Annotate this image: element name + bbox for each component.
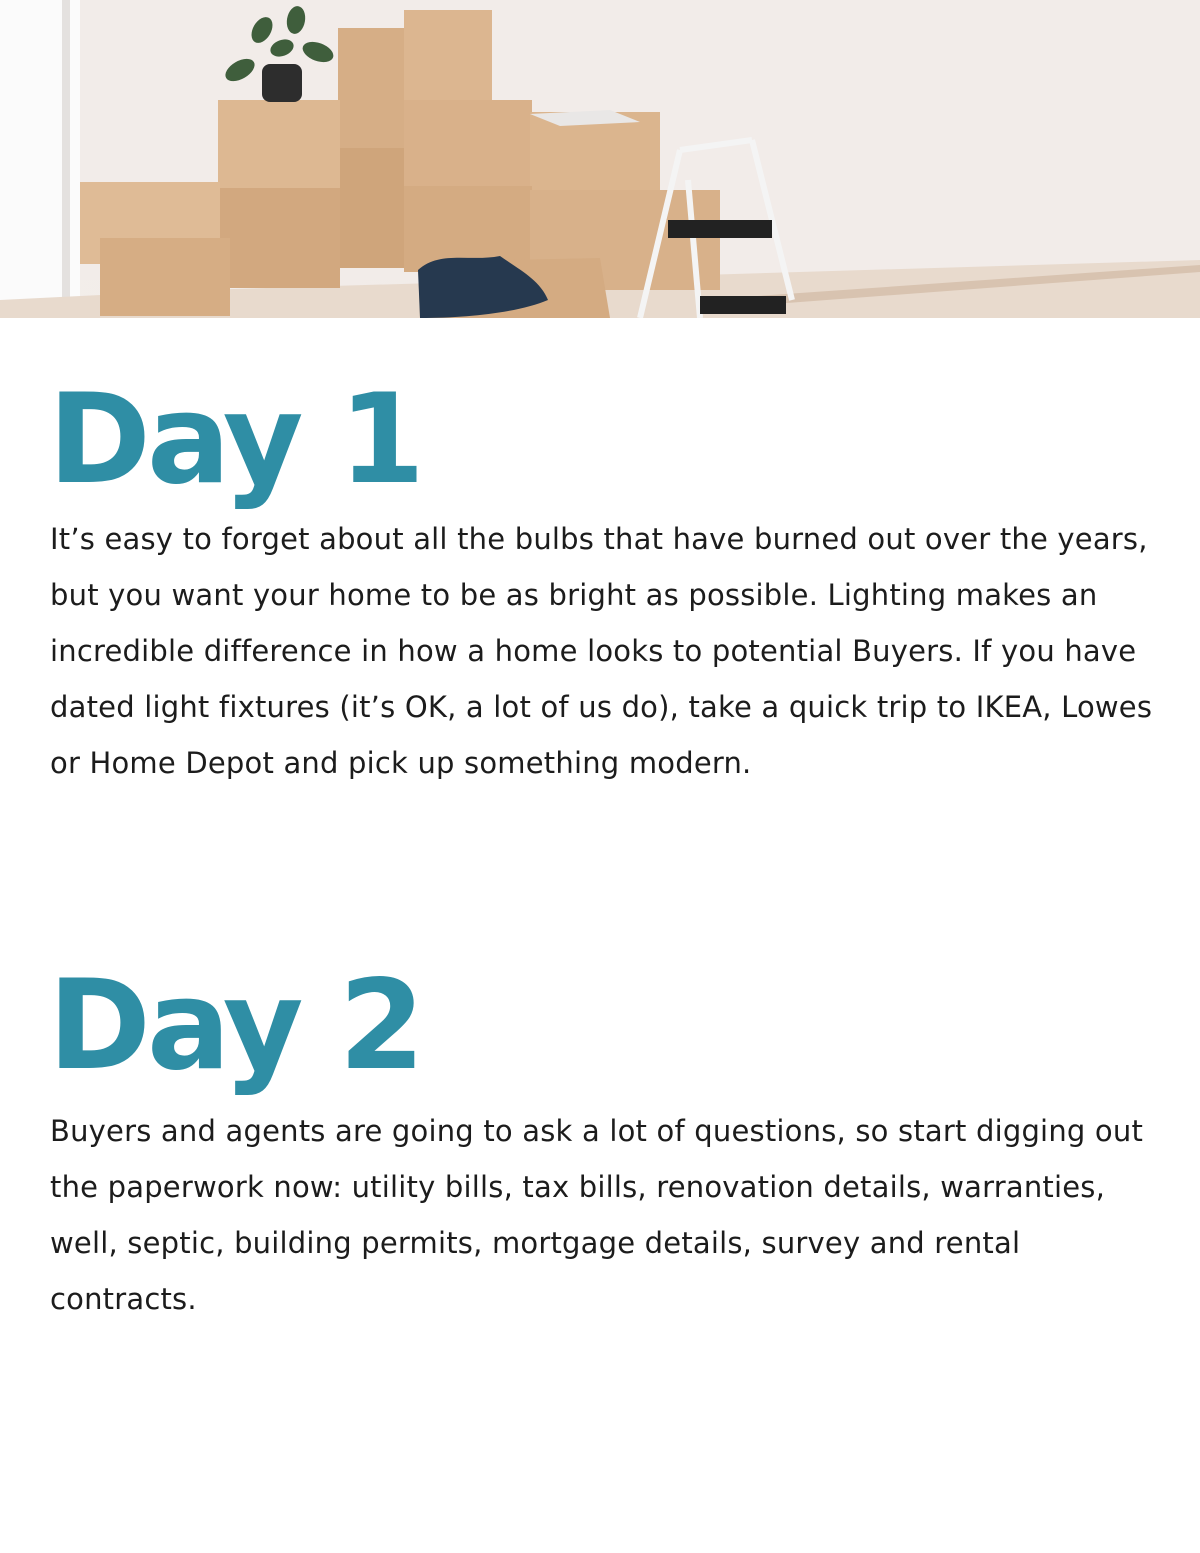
- section-title-day-2: Day 2: [48, 954, 422, 1098]
- section-body-day-1: It’s easy to forget about all the bulbs that have burned out over the years, but you want your home to be as bright as possible. Lighting makes an incredible difference in how a home looks to potential Buyers. If you have dated light fixtures (it’s OK, a lot of us do), take a quick trip to IKEA, Lowes or Home Depot and pick up something modern.: [50, 522, 1153, 780]
- section-body-day-2: Buyers and agents are going to ask a lot of questions, so start digging out the paperwork now: utility bills, tax bills, renovation details, warranties, well, septic, building permits, mortgage details, survey and rental contracts.: [50, 1114, 1144, 1316]
- moving-boxes-illustration: [0, 0, 1200, 318]
- section-title-day-1: Day 1: [48, 368, 422, 512]
- hero-photo: [0, 0, 1200, 318]
